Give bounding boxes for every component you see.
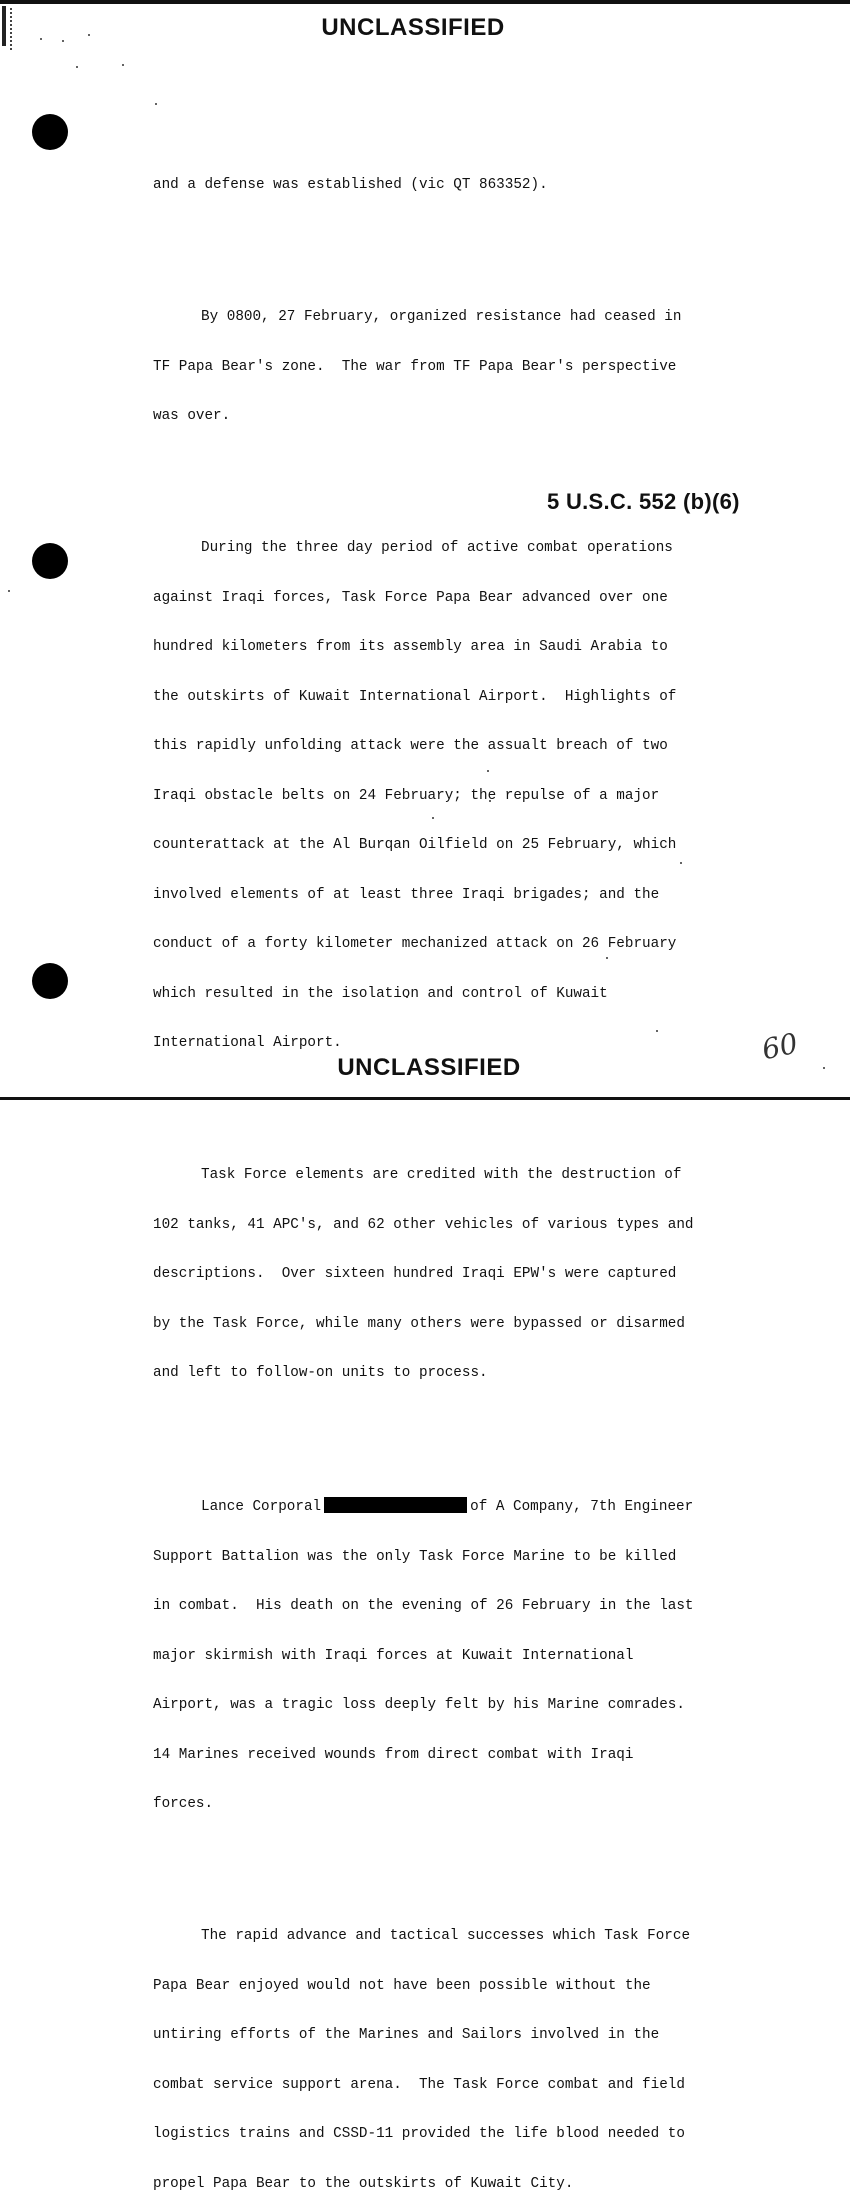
scan-speck [155, 103, 157, 105]
handwritten-page-number: 60 [758, 1026, 801, 1067]
paragraph-resistance-ceased [153, 276, 793, 458]
scan-speck [40, 38, 42, 40]
text-line: conduct of a forty kilometer mechanized attack on 26 February [153, 936, 677, 952]
classification-banner-bottom: UNCLASSIFIED [337, 1054, 521, 1081]
text-line: The rapid advance and tactical successes which Task Force [201, 1928, 691, 1944]
scan-speck [122, 64, 124, 66]
text-line: International Airport. [153, 1035, 342, 1051]
text-line: which resulted in the isolation and control of Kuwait [153, 985, 608, 1002]
text-line: by the Task Force, while many others were bypassed or disarmed [153, 1315, 685, 1332]
text-line: Iraqi obstacle belts on 24 February; the repulse of a major [153, 787, 660, 804]
text-line: was over. [153, 408, 231, 424]
text-line: propel Papa Bear to the outskirts of Kuwait City. [153, 2175, 574, 2192]
text-line: Airport, was a tragic loss deeply felt by his Marine comrades. [153, 1697, 685, 1713]
text-line: combat service support arena. The Task Force combat and field [153, 2076, 685, 2093]
foia-exemption-stamp: 5 U.S.C. 552 (b)(6) [547, 489, 740, 514]
text-line: counterattack at the Al Burqan Oilfield on 25 February, which [153, 837, 677, 853]
bottom-border-rule [0, 1097, 850, 1100]
text-line: TF Papa Bear's zone. The war from TF Papa Bear's perspective [153, 358, 677, 375]
text-line: and left to follow-on units to process. [153, 1365, 488, 1381]
text-line: and a defense was established (vic QT 863352). [153, 177, 548, 193]
memo-body [153, 111, 793, 2206]
top-border-rule [0, 0, 850, 4]
paragraph-logistics [153, 1895, 793, 2206]
text-line: descriptions. Over sixteen hundred Iraqi EPW's were captured [153, 1266, 677, 1282]
text-line: During the three day period of active combat operations [201, 540, 673, 556]
text-line: major skirmish with Iraqi forces at Kuwait International [153, 1647, 634, 1664]
scan-speck [62, 40, 64, 42]
text-line: the outskirts of Kuwait International Airport. Highlights of [153, 688, 677, 705]
text-line: Lance Corporal of A Company, 7th Engineer [201, 1499, 694, 1515]
text-line: Support Battalion was the only Task Force Marine to be killed [153, 1548, 677, 1565]
redaction-bar [324, 1497, 467, 1513]
text-line: this rapidly unfolding attack were the assualt breach of two [153, 738, 668, 754]
text-line: untiring efforts of the Marines and Sailors involved in the [153, 2027, 660, 2043]
classification-banner-top: UNCLASSIFIED [321, 14, 505, 41]
text-line: 14 Marines received wounds from direct combat with Iraqi [153, 1746, 634, 1763]
scan-speck [76, 66, 78, 68]
punch-hole-bottom [32, 963, 68, 999]
scan-speck [88, 34, 90, 36]
text-line: against Iraqi forces, Task Force Papa Bear advanced over one [153, 589, 668, 606]
text-line: forces. [153, 1796, 214, 1812]
text-line: involved elements of at least three Iraqi brigades; and the [153, 886, 660, 903]
scan-speck [8, 590, 10, 592]
text-line: Task Force elements are credited with the destruction of [201, 1167, 682, 1183]
paragraph-destruction-tally [153, 1134, 793, 1415]
paragraph-combat-operations [153, 507, 793, 1085]
text-line: logistics trains and CSSD-11 provided the life blood needed to [153, 2126, 685, 2142]
text-line: 102 tanks, 41 APC's, and 62 other vehicles of various types and [153, 1216, 694, 1233]
text-line: Papa Bear enjoyed would not have been possible without the [153, 1977, 651, 1994]
punch-hole-top [32, 114, 68, 150]
text-line: in combat. His death on the evening of 26 February in the last [153, 1598, 694, 1614]
text-line: By 0800, 27 February, organized resistance had ceased in [201, 309, 682, 325]
punch-hole-middle [32, 543, 68, 579]
text-line: hundred kilometers from its assembly area in Saudi Arabia to [153, 639, 668, 655]
paragraph-casualty [153, 1464, 793, 1846]
paragraph-defense [153, 144, 793, 227]
